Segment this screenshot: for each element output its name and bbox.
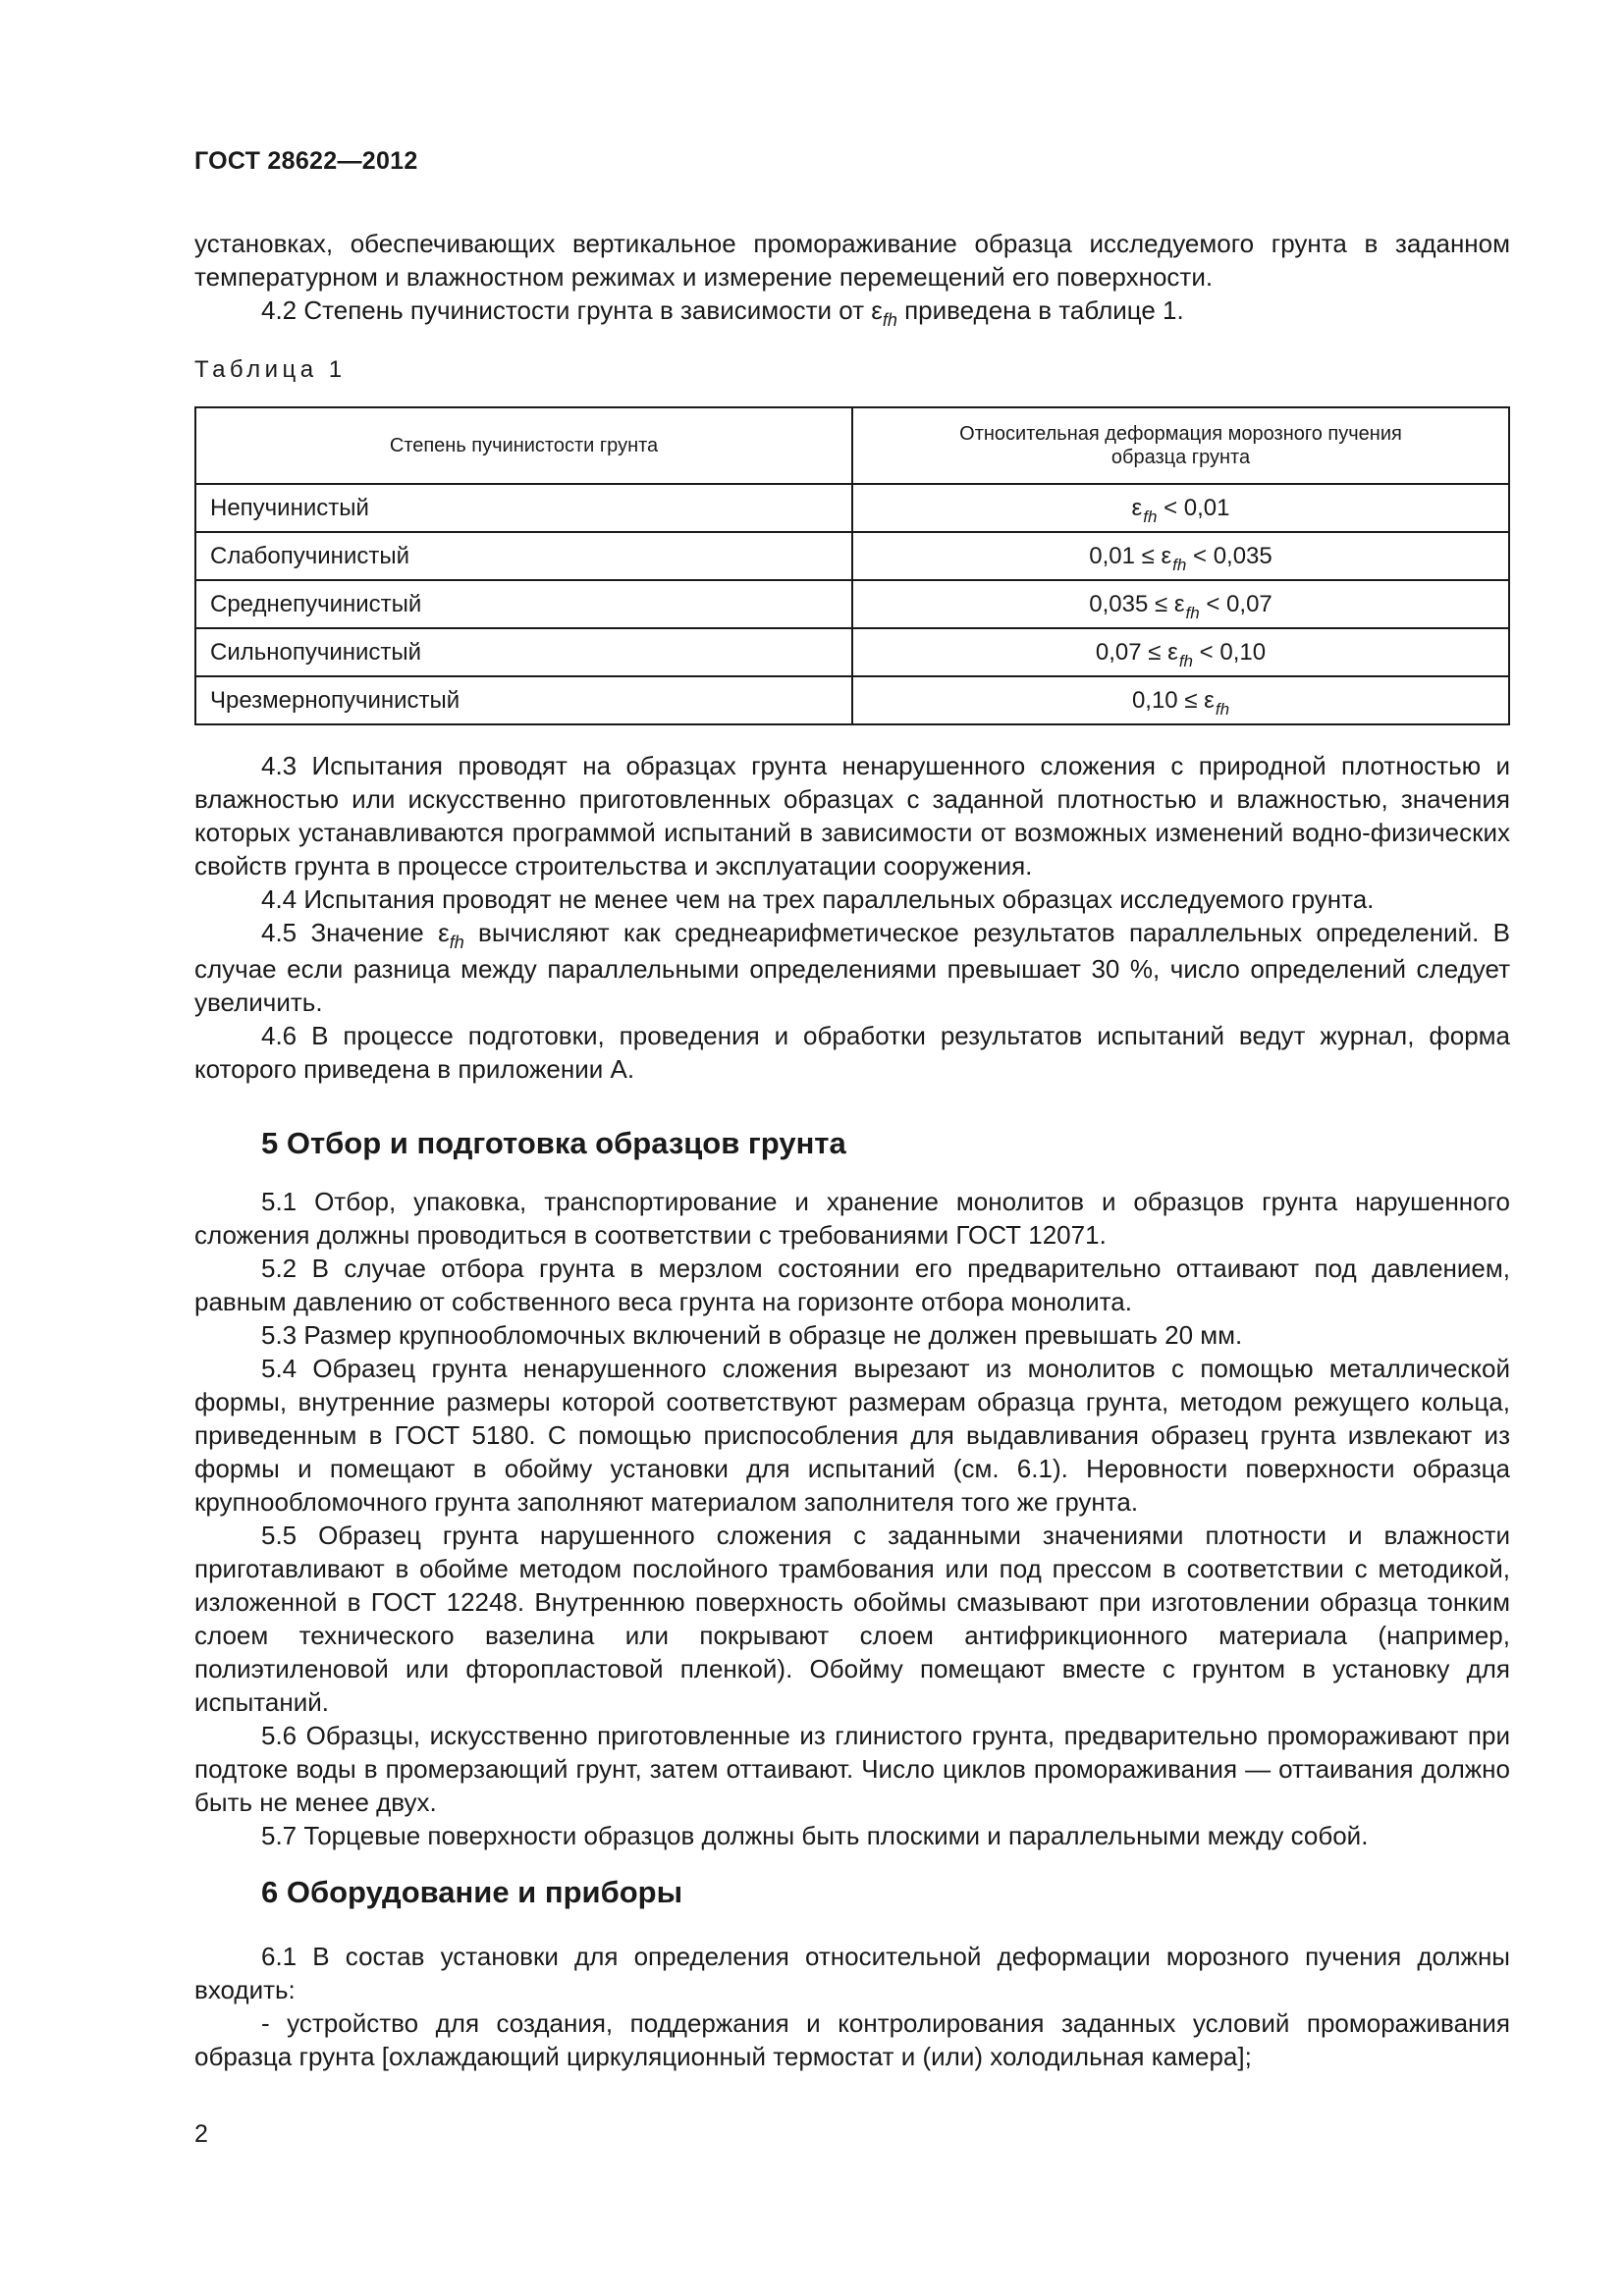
paragraph-4-4: 4.4 Испытания проводят не менее чем на трех параллельных образцах исследуемого грунта. bbox=[261, 884, 1375, 914]
value-cell: $0,01 \le \varepsilon_{fh} < 0,035$ bbox=[852, 532, 1509, 580]
intro-block bbox=[194, 227, 1510, 330]
table-row bbox=[195, 580, 1509, 628]
header-deformation-line2: образца грунта bbox=[1110, 447, 1251, 468]
table-header-row bbox=[195, 407, 1509, 484]
section-5-title: 5 Отбор и подготовка образцов грунта bbox=[261, 1126, 846, 1160]
paragraph-5-7: 5.7 Торцевые поверхности образцов должны быть плоскими и параллельными между собой. bbox=[261, 1821, 1369, 1850]
table-row bbox=[195, 676, 1509, 724]
section-6-block bbox=[194, 1940, 1510, 2073]
page-number: 2 bbox=[194, 2120, 208, 2148]
table-1-block bbox=[194, 406, 1510, 725]
epsilon-symbol: ε bbox=[1167, 638, 1178, 666]
section-4-block bbox=[194, 749, 1510, 1086]
paragraph-6-1: 6.1 В состав установки для определения относительной деформации морозного пучения должны входить: bbox=[194, 1942, 1510, 2004]
fh-subscript: fh bbox=[1143, 507, 1158, 526]
grade-cell: Слабопучинистый bbox=[195, 532, 852, 580]
paragraph-4-2 bbox=[194, 294, 1510, 330]
epsilon-symbol: ε bbox=[1131, 494, 1143, 521]
paragraph-4-5: 4.5 Значение $\varepsilon_{fh}$ вычисляют как среднеарифметическое результатов параллельных определений. В случае если разница между параллельными определениями превышает 30 %, число определений следует увеличить. bbox=[194, 918, 1511, 1017]
table-caption: Таблица 1 bbox=[194, 356, 347, 383]
p4-2-text-before: 4.2 Степень пучинистости грунта в зависимости от bbox=[261, 295, 872, 325]
epsilon-symbol: ε bbox=[1204, 686, 1215, 714]
value-cell: $0,07 \le \varepsilon_{fh} < 0,10$ bbox=[852, 628, 1509, 676]
table-header-deformation bbox=[852, 407, 1509, 484]
intro-paragraph: установках, обеспечивающих вертикальное промораживание образца исследуемого грунта в заданном температурном и влажностном режимах и измерение перемещений его поверхности. bbox=[194, 229, 1510, 292]
table-row bbox=[195, 532, 1509, 580]
paragraph-4-6: 4.6 В процессе подготовки, проведения и обработки результатов испытаний ведут журнал, форма которого приведена в приложении А. bbox=[194, 1021, 1510, 1084]
epsilon-symbol: ε bbox=[871, 295, 883, 325]
grade-cell: Сильнопучинистый bbox=[195, 628, 852, 676]
epsilon-symbol: ε bbox=[438, 918, 450, 947]
grade-cell: Непучинистый bbox=[195, 484, 852, 532]
frost-heave-table bbox=[194, 406, 1510, 725]
paragraph-5-5: 5.5 Образец грунта нарушенного сложения с заданными значениями плотности и влажности приготавливают в обойме методом послойного трамбования или под прессом в соответствии с методикой, изложенной в ГОСТ 12248. Внутреннюю поверхность обоймы смазывают при изготовлении образца тонким слоем технического вазелина или покрывают слоем антифрикционного материала (например, полиэтиленовой или фторопластовой пленкой). Обойму помещают вместе с грунтом в установку для испытаний. bbox=[194, 1521, 1510, 1717]
header-deformation-line1: Относительная деформация морозного пучения bbox=[959, 423, 1402, 445]
epsilon-symbol: ε bbox=[1173, 590, 1185, 617]
fh-subscript: fh bbox=[882, 310, 897, 330]
paragraph-5-6: 5.6 Образцы, искусственно приготовленные из глинистого грунта, предварительно промораживают при подтоке воды в промерзающий грунт, затем оттаивают. Число циклов промораживания — оттаивания должно быть не менее двух. bbox=[194, 1721, 1510, 1817]
paragraph-5-4: 5.4 Образец грунта ненарушенного сложения вырезают из монолитов с помощью металлической формы, внутренние размеры которой соответствуют размерам образца грунта, методом режущего кольца, приведенным в ГОСТ 5180. С помощью приспособления для выдавливания образец грунта извлекают из формы и помещают в обойму установки для испытаний (см. 6.1). Неровности поверхности образца крупнообломочного грунта заполняют материалом заполнителя того же грунта. bbox=[194, 1354, 1510, 1517]
p4-2-text-after: приведена в таблице 1. bbox=[896, 295, 1184, 325]
fh-subscript: fh bbox=[1185, 603, 1200, 622]
section-6-title: 6 Оборудование и приборы bbox=[261, 1875, 683, 1909]
paragraph-4-3: 4.3 Испытания проводят на образцах грунта ненарушенного сложения с природной плотностью и влажностью или искусственно приготовленных образцах с заданной плотностью и влажностью, значения которых устанавливаются программой испытаний в зависимости от возможных изменений водно-физических свойств грунта в процессе строительства и эксплуатации сооружения. bbox=[194, 751, 1510, 881]
paragraph-5-1: 5.1 Отбор, упаковка, транспортирование и хранение монолитов и образцов грунта нарушенного сложения должны проводиться в соответствии с требованиями ГОСТ 12071. bbox=[194, 1187, 1510, 1250]
paragraph-5-2: 5.2 В случае отбора грунта в мерзлом состоянии его предварительно оттаивают под давлением, равным давлению от собственного веса грунта на горизонте отбора монолита. bbox=[194, 1254, 1510, 1316]
fh-subscript: fh bbox=[1172, 555, 1187, 574]
table-caption-block bbox=[194, 356, 1510, 384]
fh-subscript: fh bbox=[1215, 699, 1230, 719]
table-header-grade: Степень пучинистости грунта bbox=[195, 407, 852, 484]
section-5-block bbox=[194, 1185, 1510, 1852]
fh-subscript: fh bbox=[1178, 651, 1194, 670]
value-cell: $\varepsilon_{fh} < 0,01$ bbox=[852, 484, 1509, 532]
table-row bbox=[195, 484, 1509, 532]
list-item: - устройство для создания, поддержания и контролирования заданных условий промораживания образца грунта [охлаждающий циркуляционный термостат и (или) холодильная камера]; bbox=[194, 2008, 1510, 2071]
paragraph-5-3: 5.3 Размер крупнообломочных включений в образце не должен превышать 20 мм. bbox=[261, 1320, 1243, 1350]
table-row bbox=[195, 628, 1509, 676]
value-cell: $0,10 \le \varepsilon_{fh}$ bbox=[852, 676, 1509, 724]
fh-subscript: fh bbox=[449, 933, 464, 952]
epsilon-symbol: ε bbox=[1161, 542, 1172, 569]
document-header: ГОСТ 28622—2012 bbox=[194, 147, 418, 175]
grade-cell: Чрезмернопучинистый bbox=[195, 676, 852, 724]
value-cell: $0,035 \le \varepsilon_{fh} < 0,07$ bbox=[852, 580, 1509, 628]
grade-cell: Среднепучинистый bbox=[195, 580, 852, 628]
